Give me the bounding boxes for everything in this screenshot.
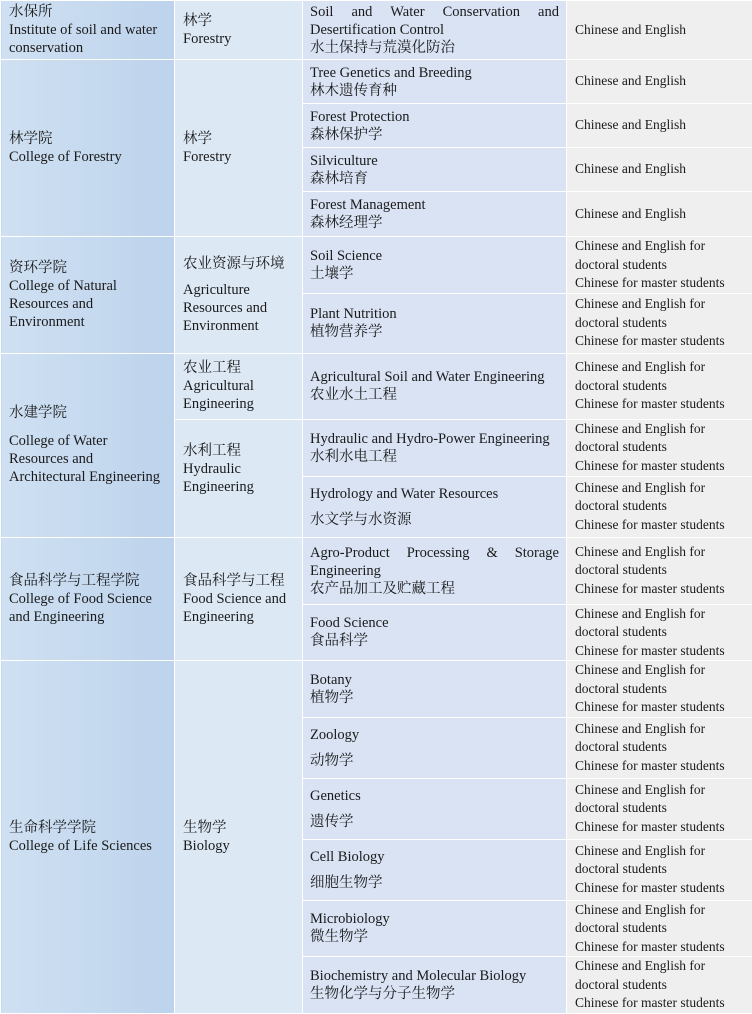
major-name-en: Zoology [310, 726, 559, 744]
major-name-en: Genetics [310, 787, 559, 805]
major-name-en: Food Science [310, 614, 559, 632]
college-name-en: College of Water Resources and Architectural Engineering [9, 432, 170, 486]
table-row [1, 661, 752, 718]
language-cell [567, 293, 752, 353]
discipline-name-en: Agriculture Resources and Environment [183, 281, 296, 335]
major-cell [303, 104, 567, 148]
major-name-en: Soil and Water Conservation and Desertification Control [310, 3, 559, 39]
language-text-master: Chinese for master students [575, 516, 752, 535]
language-cell [567, 192, 752, 237]
discipline-name-en: Forestry [183, 30, 296, 48]
major-cell [303, 604, 567, 661]
major-name-cn: 微生物学 [310, 928, 559, 946]
language-cell [567, 957, 752, 1014]
discipline-name-en: Hydraulic Engineering [183, 460, 296, 496]
language-cell [567, 237, 752, 294]
major-name-cn: 水利水电工程 [310, 448, 559, 466]
college-name-en: Institute of soil and water conservation [9, 21, 170, 57]
language-cell [567, 104, 752, 148]
major-name-cn: 水土保持与荒漠化防治 [310, 39, 559, 57]
college-name-cn: 生命科学学院 [9, 819, 170, 837]
language-text-master: Chinese for master students [575, 879, 752, 898]
major-cell [303, 778, 567, 839]
discipline-name-en: Agricultural Engineering [183, 377, 296, 413]
language-cell [567, 778, 752, 839]
college-name-en: College of Forestry [9, 148, 170, 166]
major-name-en: Agricultural Soil and Water Engineering [310, 368, 559, 386]
major-cell [303, 293, 567, 353]
major-cell [303, 717, 567, 778]
language-text-master: Chinese for master students [575, 938, 752, 957]
major-cell [303, 537, 567, 604]
language-text-phd: Chinese and English for doctoral students [575, 605, 752, 642]
college-name-cn: 食品科学与工程学院 [9, 572, 170, 590]
discipline-name-cn: 水利工程 [183, 442, 296, 460]
major-cell [303, 419, 567, 476]
language-text-phd: Chinese and English for doctoral students [575, 479, 752, 516]
college-cell [1, 60, 175, 237]
language-text-phd: Chinese and English for doctoral students [575, 720, 752, 757]
major-name-en: Silviculture [310, 152, 559, 170]
language-text-phd: Chinese and English for doctoral students [575, 957, 752, 994]
college-cell [1, 353, 175, 537]
table-row [1, 537, 752, 604]
language-text-master: Chinese for master students [575, 274, 752, 293]
language-cell [567, 1, 752, 60]
college-name-en: College of Food Science and Engineering [9, 590, 170, 626]
major-name-cn: 细胞生物学 [310, 874, 559, 892]
language-text: Chinese and English [575, 72, 752, 91]
table-row [1, 60, 752, 104]
language-text: Chinese and English [575, 116, 752, 135]
major-name-en: Forest Protection [310, 108, 559, 126]
major-cell [303, 353, 567, 419]
table-row [1, 1, 752, 60]
major-name-en: Tree Genetics and Breeding [310, 64, 559, 82]
college-name-en: College of Life Sciences [9, 837, 170, 855]
major-name-en: Hydraulic and Hydro-Power Engineering [310, 430, 559, 448]
discipline-cell [175, 419, 303, 537]
language-cell [567, 900, 752, 957]
discipline-name-en: Forestry [183, 148, 296, 166]
discipline-cell [175, 353, 303, 419]
major-name-en: Microbiology [310, 910, 559, 928]
language-text: Chinese and English [575, 205, 752, 224]
discipline-name-cn: 食品科学与工程 [183, 572, 296, 590]
major-name-en: Forest Management [310, 196, 559, 214]
language-text-phd: Chinese and English for doctoral students [575, 661, 752, 698]
major-cell [303, 839, 567, 900]
language-text: Chinese and English [575, 21, 752, 40]
major-name-cn: 遗传学 [310, 813, 559, 831]
language-text-master: Chinese for master students [575, 332, 752, 351]
language-cell [567, 353, 752, 419]
language-text-phd: Chinese and English for doctoral students [575, 237, 752, 274]
major-name-cn: 土壤学 [310, 265, 559, 283]
major-name-en: Soil Science [310, 247, 559, 265]
language-cell [567, 661, 752, 718]
language-text-phd: Chinese and English for doctoral students [575, 295, 752, 332]
college-cell [1, 661, 175, 1014]
language-cell [567, 604, 752, 661]
major-name-cn: 植物学 [310, 689, 559, 707]
major-name-en: Agro-Product Processing & Storage Engineering [310, 544, 559, 580]
major-cell [303, 957, 567, 1014]
major-name-cn: 森林培育 [310, 170, 559, 188]
major-cell [303, 60, 567, 104]
major-name-en: Plant Nutrition [310, 305, 559, 323]
language-text-master: Chinese for master students [575, 818, 752, 837]
language-text-master: Chinese for master students [575, 698, 752, 717]
discipline-name-cn: 农业资源与环境 [183, 255, 296, 273]
major-name-cn: 动物学 [310, 752, 559, 770]
college-name-cn: 水保所 [9, 3, 170, 21]
table-row [1, 353, 752, 419]
language-text-phd: Chinese and English for doctoral students [575, 781, 752, 818]
major-name-cn: 森林保护学 [310, 126, 559, 144]
major-cell [303, 192, 567, 237]
discipline-name-cn: 农业工程 [183, 359, 296, 377]
language-cell [567, 537, 752, 604]
language-cell [567, 148, 752, 192]
major-name-en: Botany [310, 671, 559, 689]
language-cell [567, 717, 752, 778]
major-name-cn: 农产品加工及贮藏工程 [310, 580, 559, 598]
college-cell [1, 1, 175, 60]
language-text-phd: Chinese and English for doctoral students [575, 901, 752, 938]
major-name-cn: 植物营养学 [310, 323, 559, 341]
major-name-cn: 水文学与水资源 [310, 511, 559, 529]
language-cell [567, 419, 752, 476]
college-name-en: College of Natural Resources and Environment [9, 277, 170, 331]
language-text-phd: Chinese and English for doctoral students [575, 543, 752, 580]
language-text-master: Chinese for master students [575, 994, 752, 1013]
major-cell [303, 476, 567, 537]
language-text-master: Chinese for master students [575, 580, 752, 599]
language-text-phd: Chinese and English for doctoral students [575, 842, 752, 879]
language-text-master: Chinese for master students [575, 642, 752, 661]
discipline-name-cn: 林学 [183, 12, 296, 30]
discipline-cell [175, 661, 303, 1014]
discipline-cell [175, 237, 303, 354]
language-cell [567, 60, 752, 104]
language-text-phd: Chinese and English for doctoral students [575, 358, 752, 395]
language-text: Chinese and English [575, 160, 752, 179]
language-text-master: Chinese for master students [575, 757, 752, 776]
discipline-name-en: Biology [183, 837, 296, 855]
college-name-cn: 水建学院 [9, 404, 170, 422]
language-cell [567, 839, 752, 900]
major-name-cn: 食品科学 [310, 632, 559, 650]
discipline-name-cn: 林学 [183, 130, 296, 148]
major-name-en: Biochemistry and Molecular Biology [310, 967, 559, 985]
table-row [1, 237, 752, 294]
discipline-name-cn: 生物学 [183, 819, 296, 837]
language-text-master: Chinese for master students [575, 395, 752, 414]
major-cell [303, 661, 567, 718]
major-cell [303, 237, 567, 294]
college-cell [1, 237, 175, 354]
discipline-cell [175, 1, 303, 60]
major-name-en: Cell Biology [310, 848, 559, 866]
major-name-cn: 生物化学与分子生物学 [310, 985, 559, 1003]
language-text-master: Chinese for master students [575, 457, 752, 476]
college-name-cn: 林学院 [9, 130, 170, 148]
major-cell [303, 148, 567, 192]
discipline-cell [175, 537, 303, 661]
college-cell [1, 537, 175, 661]
discipline-cell [175, 60, 303, 237]
language-text-phd: Chinese and English for doctoral students [575, 420, 752, 457]
major-cell [303, 900, 567, 957]
major-cell [303, 1, 567, 60]
major-name-cn: 森林经理学 [310, 214, 559, 232]
discipline-name-en: Food Science and Engineering [183, 590, 296, 626]
college-name-cn: 资环学院 [9, 259, 170, 277]
major-name-cn: 农业水土工程 [310, 386, 559, 404]
language-cell [567, 476, 752, 537]
major-name-en: Hydrology and Water Resources [310, 485, 559, 503]
major-name-cn: 林木遗传育种 [310, 82, 559, 100]
